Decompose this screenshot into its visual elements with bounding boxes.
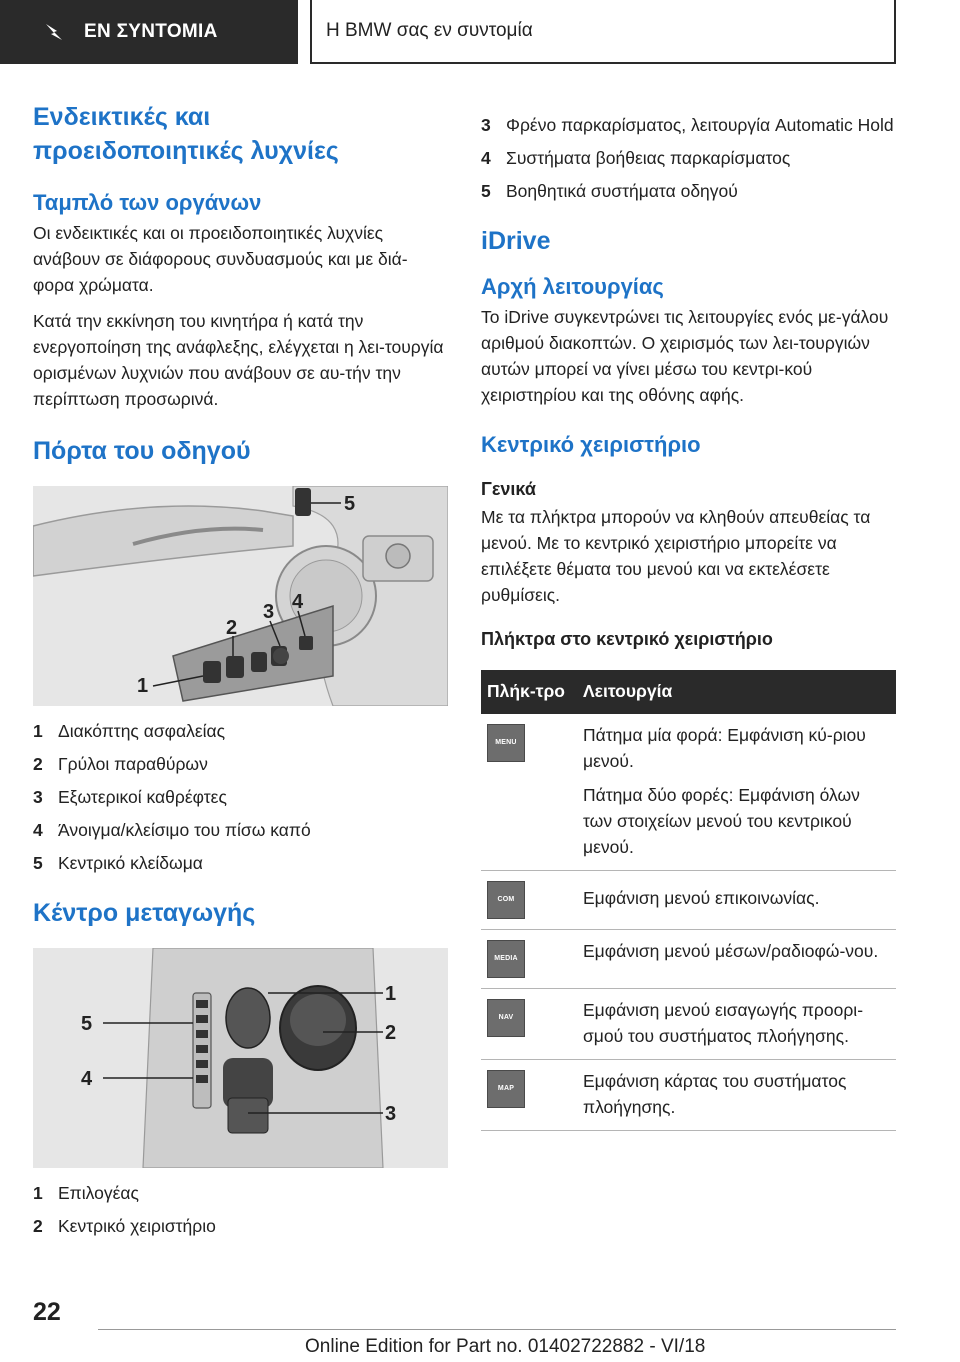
center-console-legend-continued	[481, 112, 896, 204]
driver-door-illustration	[33, 486, 448, 706]
map-key-icon: MAP	[487, 1070, 525, 1108]
door-label-5: 5	[344, 493, 356, 515]
list-item: 3 Εξωτερικοί καθρέφτες	[33, 787, 227, 807]
list-item: 2 Γρύλοι παραθύρων	[33, 754, 208, 774]
center-console-legend	[33, 1180, 448, 1239]
door-label-1: 1	[137, 675, 149, 697]
console-label-2: 2	[385, 1022, 397, 1044]
subsection-title-principle: Αρχή λειτουργίας	[481, 274, 664, 299]
table-row	[481, 714, 896, 871]
table-header-function: Λειτουργία	[577, 670, 896, 714]
subsection-title-cluster: Ταμπλό των οργάνων	[33, 190, 262, 215]
table-row	[481, 930, 896, 989]
door-label-2: 2	[226, 617, 238, 639]
list-item: 5 Κεντρικό κλείδωμα	[33, 853, 203, 873]
header-tab-label: ΕΝ ΣΥΝΤΟΜΙΑ	[84, 21, 218, 42]
console-label-1: 1	[385, 983, 397, 1005]
nav-key-icon: NAV	[487, 999, 525, 1037]
section-title-center-console: Κέντρο μεταγωγής	[33, 899, 256, 927]
list-item: 1 Διακόπτης ασφαλείας	[33, 721, 226, 741]
table-cell-text: Εμφάνιση κάρτας του συστήματος πλοήγησης.	[583, 1071, 847, 1117]
table-cell-text: Πάτημα δύο φορές: Εμφάνιση όλων των στοιχείων μενού του κεντρικού μενού.	[583, 785, 860, 857]
driver-door-legend	[33, 718, 448, 876]
driver-door-figure	[33, 486, 448, 706]
list-item: 3 Φρένο παρκαρίσματος, λειτουργία Automatic Hold	[481, 115, 894, 135]
subsection-title-general: Γενικά	[481, 479, 536, 499]
header-title-box	[310, 0, 896, 64]
list-item: 4 Άνοιγμα/κλείσιμο του πίσω καπό	[33, 820, 311, 840]
table-cell-text: Εμφάνιση μενού εισαγωγής προορι-σμού του συστήματος πλοήγησης.	[583, 1000, 864, 1046]
list-item: 4 Συστήματα βοήθειας παρκαρίσματος	[481, 148, 791, 168]
center-console-figure	[33, 948, 448, 1168]
footer-edition: Online Edition for Part no. 01402722882 - VI/18	[305, 1336, 706, 1357]
table-header-row	[481, 670, 896, 714]
list-item: 5 Βοηθητικά συστήματα οδηγού	[481, 181, 738, 201]
section-title-driver-door: Πόρτα του οδηγού	[33, 437, 251, 465]
list-item: 2 Κεντρικό χειριστήριο	[33, 1216, 216, 1236]
table-cell-text: Πάτημα μία φορά: Εμφάνιση κύ-ριου μενού.	[583, 725, 866, 771]
paragraph-indicators-1: Οι ενδεικτικές και οι προειδοποιητικές λυχνίες ανάβουν σε διάφορους συνδυασμούς και με διά-φορα χρώματα.	[33, 223, 408, 295]
list-item: 1 Επιλογέας	[33, 1183, 139, 1203]
table-row	[481, 989, 896, 1060]
table-cell-text: Εμφάνιση μενού μέσων/ραδιοφώ-νου.	[583, 941, 879, 961]
section-title-indicators: Ενδεικτικές και προειδοποιητικές λυχνίες	[33, 103, 339, 165]
menu-key-icon: MENU	[487, 724, 525, 762]
section-title-idrive: iDrive	[481, 227, 551, 255]
paragraph-controller: Με τα πλήκτρα μπορούν να κληθούν απευθείας τα μενού. Με το κεντρικό χειριστήριο μπορείτε να επιλέξετε θέματα του μενού και να εκτελέσετε ρυθμίσεις.	[481, 507, 871, 605]
lightning-icon	[44, 22, 64, 42]
paragraph-indicators-2: Κατά την εκκίνηση του κινητήρα ή κατά την ενεργοποίηση της ανάφλεξης, ελέγχεται η λει-τουργία ορισμένων λυχνιών που ανάβουν σε αυ-τήν την περίπτωση προσωρινά.	[33, 311, 444, 409]
controller-keys-table	[481, 670, 896, 1131]
console-label-4: 4	[81, 1068, 93, 1090]
left-column	[33, 100, 448, 1246]
header-tab[interactable]	[0, 0, 298, 64]
table-row	[481, 871, 896, 930]
header-title: Η BMW σας εν συντομία	[326, 20, 533, 41]
subsection-title-controller: Κεντρικό χειριστήριο	[481, 432, 701, 457]
door-label-3: 3	[263, 601, 275, 623]
table-cell-text: Εμφάνιση μενού επικοινωνίας.	[583, 888, 820, 908]
table-row	[481, 1060, 896, 1131]
center-console-illustration	[33, 948, 448, 1168]
media-key-icon: MEDIA	[487, 940, 525, 978]
subsection-title-keys: Πλήκτρα στο κεντρικό χειριστήριο	[481, 629, 773, 649]
right-column	[481, 112, 896, 1131]
com-key-icon: COM	[487, 881, 525, 919]
page-number: 22	[33, 1298, 61, 1326]
table-header-key: Πλήκ-τρο	[481, 670, 577, 714]
footer-divider	[98, 1329, 896, 1330]
paragraph-idrive: Το iDrive συγκεντρώνει τις λειτουργίες ενός με-γάλου αριθμού διακοπτών. Ο χειρισμός των λει-τουργιών αυτών μπορεί να γίνει μέσω του κεντρι-κού χειριστηρίου και της οθόνης αφής.	[481, 307, 889, 405]
console-label-5: 5	[81, 1013, 93, 1035]
console-label-3: 3	[385, 1103, 397, 1125]
door-label-4: 4	[292, 591, 304, 613]
